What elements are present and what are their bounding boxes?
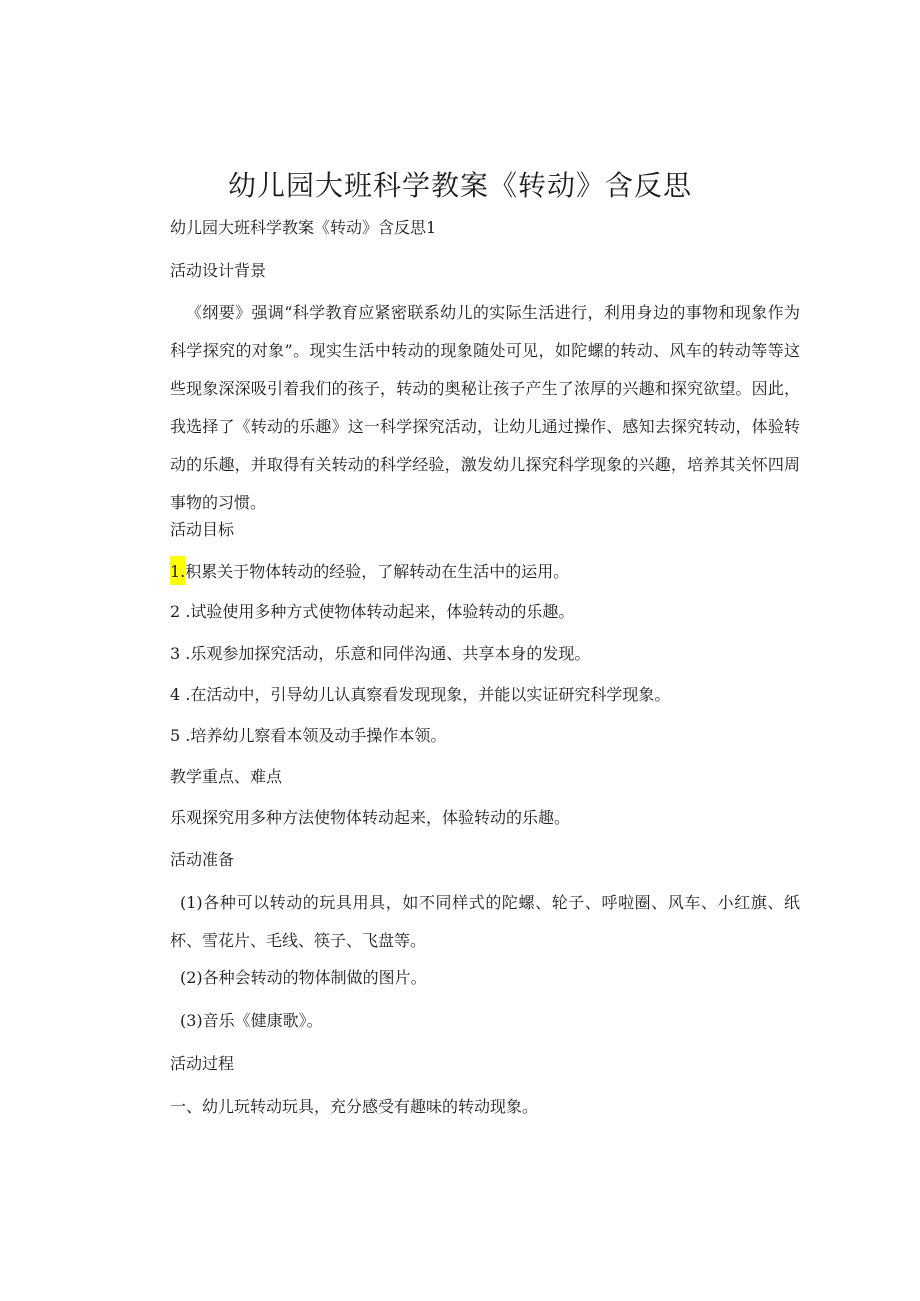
goal-item-2 bbox=[170, 600, 574, 624]
prep-item-1: (1)各种可以转动的玩具用具，如不同样式的陀螺、轮子、呼啦圈、风车、小红旗、纸杯、雪花片、毛线、筷子、飞盘等。 bbox=[170, 893, 800, 950]
goal-item-4 bbox=[170, 683, 670, 707]
goal-text: 在活动中，引导幼儿认真察看发现现象，并能以实证研究科学现象。 bbox=[190, 685, 671, 704]
goal-item-5 bbox=[170, 724, 446, 748]
document-subtitle: 幼儿园大班科学教案《转动》含反思1 bbox=[170, 218, 437, 237]
prep-heading: 活动准备 bbox=[170, 850, 235, 869]
goals-heading: 活动目标 bbox=[170, 520, 235, 539]
goal-text: 乐观参加探究活动，乐意和同伴沟通、共享本身的发现。 bbox=[190, 644, 591, 663]
goal-text: 试验使用多种方式使物体转动起来，体验转动的乐趣。 bbox=[190, 602, 575, 621]
goal-text: 培养幼儿察看本领及动手操作本领。 bbox=[190, 726, 447, 745]
process-heading: 活动过程 bbox=[170, 1054, 235, 1073]
key-points-heading: 教学重点、难点 bbox=[170, 767, 283, 786]
goal-text: 积累关于物体转动的经验，了解转动在生活中的运用。 bbox=[185, 562, 570, 581]
key-points-text: 乐观探究用多种方法使物体转动起来，体验转动的乐趣。 bbox=[170, 808, 571, 827]
goal-number: 3 . bbox=[170, 644, 191, 663]
goal-number-highlight: 1. bbox=[170, 556, 185, 585]
goal-number: 2 . bbox=[170, 602, 191, 621]
goal-number: 5 . bbox=[170, 726, 191, 745]
prep-item-3: (3)音乐《健康歌》。 bbox=[180, 1011, 323, 1030]
process-step-1: 一、幼儿玩转动玩具，充分感受有趣味的转动现象。 bbox=[170, 1097, 539, 1116]
background-paragraph: 《纲要》强调“科学教育应紧密联系幼儿的实际生活进行，利用身边的事物和现象作为科学探究的对象”。现实生活中转动的现象随处可见，如陀螺的转动、风车的转动等等这些现象深深吸引着我们的孩子，转动的奥秘让孩子产生了浓厚的兴趣和探究欲望。因此，我选择了《转动的乐趣》这一科学探究活动，让幼儿通过操作、感知去探究转动，体验转动的乐趣，并取得有关转动的科学经验，激发幼儿探究科学现象的兴趣，培养其关怀四周事物的习惯。 bbox=[170, 303, 800, 512]
goal-item-3 bbox=[170, 642, 590, 666]
document-title: 幼儿园大班科学教案《转动》含反思 bbox=[227, 169, 692, 202]
background-heading: 活动设计背景 bbox=[170, 261, 267, 280]
prep-item-2: (2)各种会转动的物体制做的图片。 bbox=[180, 968, 427, 987]
goal-number: 4 . bbox=[170, 685, 191, 704]
goal-item-1 bbox=[170, 560, 569, 584]
